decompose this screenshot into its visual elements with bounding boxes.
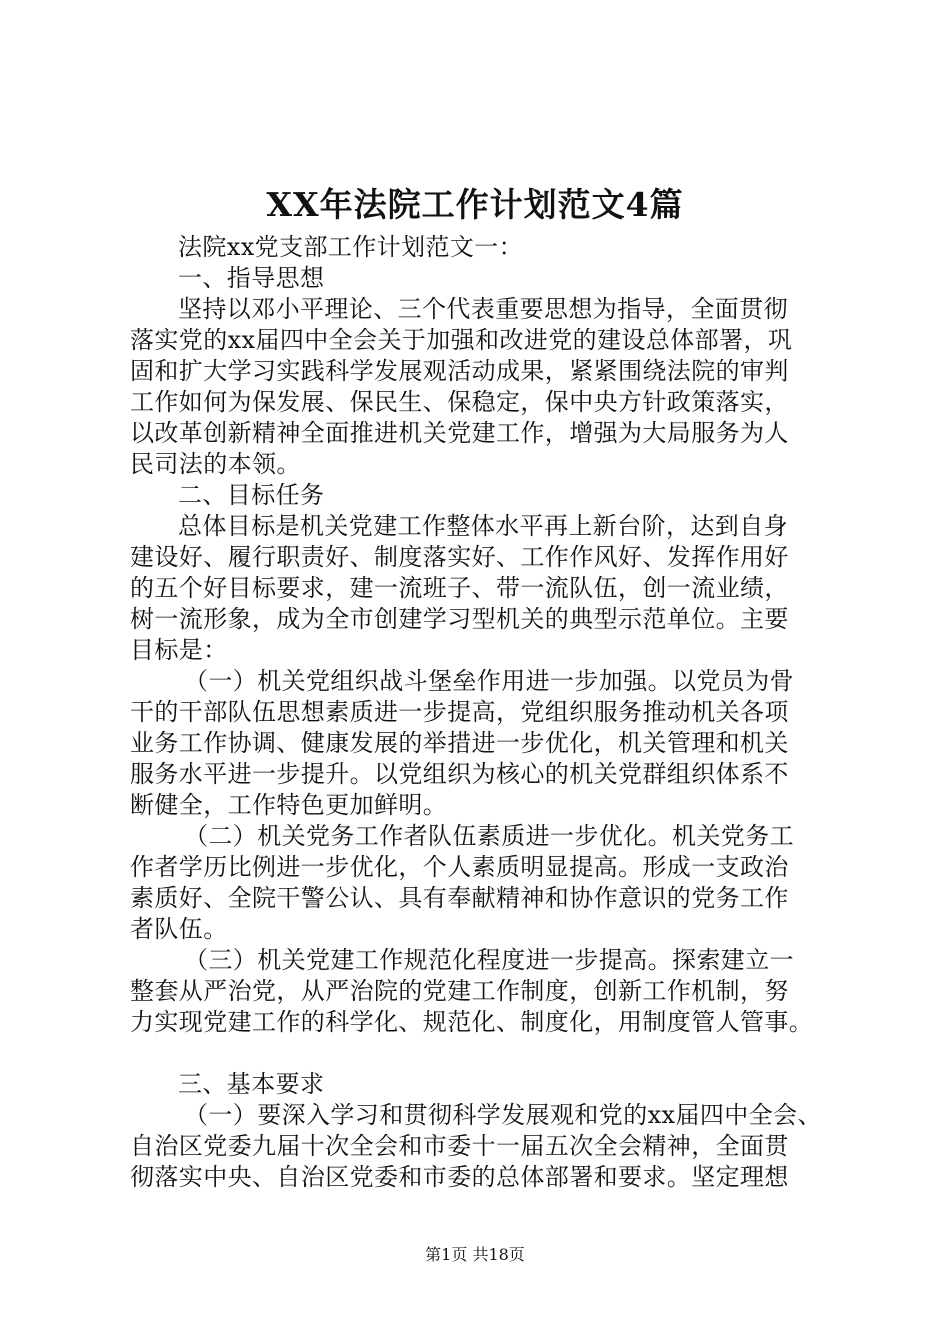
paragraph-line: 落实党的xx届四中全会关于加强和改进党的建设总体部署，巩	[130, 326, 793, 354]
page-number-footer: 第1页 共18页	[425, 1245, 525, 1264]
paragraph-line: 素质好、全院干警公认、具有奉献精神和协作意识的党务工作	[130, 884, 789, 912]
paragraph-line: 断健全，工作特色更加鲜明。	[130, 791, 448, 819]
paragraph-line: （二）机关党务工作者队伍素质进一步优化。机关党务工	[184, 822, 794, 850]
blank-line	[130, 1038, 830, 1069]
paragraph-line: 业务工作协调、健康发展的举措进一步优化，机关管理和机关	[130, 729, 789, 757]
paragraph-line: 作者学历比例进一步优化，个人素质明显提高。形成一支政治	[130, 853, 789, 881]
paragraph-line: 服务水平进一步提升。以党组织为核心的机关党群组织体系不	[130, 760, 789, 788]
paragraph-line: （一）机关党组织战斗堡垒作用进一步加强。以党员为骨	[184, 667, 794, 695]
section-heading: 三、基本要求	[178, 1070, 325, 1098]
paragraph-line: 工作如何为保发展、保民生、保稳定，保中央方针政策落实，	[130, 388, 789, 416]
paragraph-line: 的五个好目标要求，建一流班子、带一流队伍，创一流业绩，	[130, 574, 789, 602]
paragraph-line: 总体目标是机关党建工作整体水平再上新台阶，达到自身	[178, 512, 788, 540]
paragraph-line: 干的干部队伍思想素质进一步提高，党组织服务推动机关各项	[130, 698, 789, 726]
paragraph-line: 坚持以邓小平理论、三个代表重要思想为指导，全面贯彻	[178, 295, 788, 323]
paragraph-line: 以改革创新精神全面推进机关党建工作，增强为大局服务为人	[130, 419, 789, 447]
paragraph-line: 力实现党建工作的科学化、规范化、制度化，用制度管人管事。	[130, 1008, 814, 1036]
paragraph-line: 目标是：	[130, 636, 228, 664]
paragraph-line: 彻落实中央、自治区党委和市委的总体部署和要求。坚定理想	[130, 1163, 789, 1191]
section-heading: 一、指导思想	[178, 264, 325, 292]
paragraph-line: 建设好、履行职责好、制度落实好、工作作风好、发挥作用好	[130, 543, 789, 571]
paragraph-line: （一）要深入学习和贯彻科学发展观和党的xx届四中全会、	[184, 1101, 822, 1129]
paragraph-line: 整套从严治党，从严治院的党建工作制度，创新工作机制，努	[130, 977, 789, 1005]
document-title: XX年法院工作计划范文4篇	[266, 185, 684, 224]
document-body	[130, 232, 830, 1193]
paragraph-line: （三）机关党建工作规范化程度进一步提高。探索建立一	[184, 946, 794, 974]
paragraph-line: 固和扩大学习实践科学发展观活动成果，紧紧围绕法院的审判	[130, 357, 789, 385]
section-subtitle: 法院xx党支部工作计划范文一：	[178, 233, 524, 261]
paragraph-line: 自治区党委九届十次全会和市委十一届五次全会精神，全面贯	[130, 1132, 789, 1160]
paragraph-line: 树一流形象，成为全市创建学习型机关的典型示范单位。主要	[130, 605, 789, 633]
section-heading: 二、目标任务	[178, 481, 325, 509]
paragraph-line: 者队伍。	[130, 915, 228, 943]
paragraph-line: 民司法的本领。	[130, 450, 301, 478]
